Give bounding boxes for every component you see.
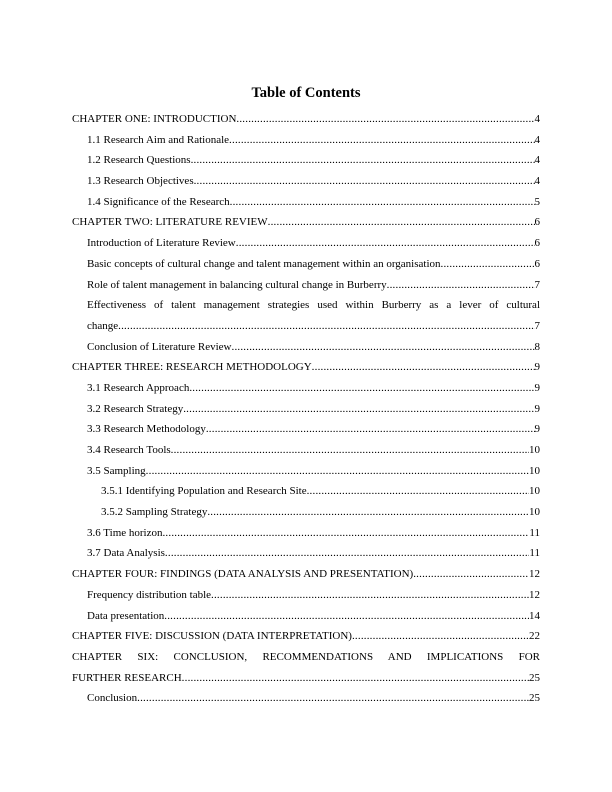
toc-entry-text-line2: change <box>87 316 118 337</box>
toc-entry-chapter-four[interactable] <box>72 564 540 585</box>
toc-entry-3-3[interactable] <box>72 419 540 440</box>
toc-entry-text: Introduction of Literature Review <box>87 233 236 254</box>
dot-leader <box>307 481 529 502</box>
toc-entry-1-4[interactable] <box>72 192 540 213</box>
toc-entry-1-3[interactable] <box>72 171 540 192</box>
dot-leader <box>191 150 535 171</box>
toc-page-number: 4 <box>534 133 540 146</box>
dot-leader <box>182 668 529 689</box>
dot-leader <box>229 130 534 151</box>
dot-leader <box>236 109 534 130</box>
toc-page-number: 12 <box>529 568 540 581</box>
toc-page-number: 6 <box>534 237 540 250</box>
toc-page-number: 4 <box>534 154 540 167</box>
toc-entry-chapter-six[interactable] <box>72 647 540 688</box>
toc-page-number: 9 <box>534 402 540 415</box>
toc-entry-role-of-talent-management[interactable] <box>72 275 540 296</box>
dot-leader <box>164 606 529 627</box>
toc-entry-basic-concepts[interactable] <box>72 254 540 275</box>
toc-title: Table of Contents <box>251 85 361 101</box>
toc-entry-text: 3.6 Time horizon <box>87 523 162 544</box>
dot-leader <box>232 337 535 358</box>
toc-entry-text: 3.4 Research Tools <box>87 440 171 461</box>
toc-entry-text-line2: FURTHER RESEARCH <box>72 668 182 689</box>
toc-entry-text: Conclusion of Literature Review <box>87 337 232 358</box>
toc-entry-text-line1: Effectiveness of talent management strategies used within Burberry as a lever of cultural <box>87 299 540 312</box>
toc-page-number: 10 <box>529 485 540 498</box>
toc-page-number: 5 <box>534 195 540 208</box>
toc-page-number: 11 <box>529 547 540 560</box>
toc-entry-chapter-five[interactable] <box>72 626 540 647</box>
toc-page-number: 25 <box>529 692 540 705</box>
toc-entry-text: 3.1 Research Approach <box>87 378 189 399</box>
toc-entry-text: 3.5.2 Sampling Strategy <box>101 502 207 523</box>
toc-entry-chapter-three[interactable] <box>72 357 540 378</box>
toc-entry-text: 3.5.1 Identifying Population and Research Site <box>101 481 307 502</box>
dot-leader <box>146 461 529 482</box>
toc-entry-1-1[interactable] <box>72 130 540 151</box>
dot-leader <box>352 626 529 647</box>
toc-entry-conclusion-literature-review[interactable] <box>72 337 540 358</box>
toc-entry-text: CHAPTER TWO: LITERATURE REVIEW <box>72 212 268 233</box>
toc-page-number: 14 <box>529 609 540 622</box>
dot-leader <box>206 419 535 440</box>
toc-entry-text: Frequency distribution table <box>87 585 211 606</box>
toc-page-number: 10 <box>529 464 540 477</box>
toc-entry-1-2[interactable] <box>72 150 540 171</box>
dot-leader <box>118 316 534 337</box>
toc-entry-3-7[interactable] <box>72 543 540 564</box>
toc-entry-text: CHAPTER FOUR: FINDINGS (DATA ANALYSIS AND PRESENTATION) <box>72 564 413 585</box>
toc-entry-3-1[interactable] <box>72 378 540 399</box>
dot-leader <box>387 275 535 296</box>
toc-entry-3-5-2[interactable] <box>72 502 540 523</box>
toc-entry-text: 1.3 Research Objectives <box>87 171 194 192</box>
toc-entry-text: Basic concepts of cultural change and talent management within an organisation <box>87 254 441 275</box>
dot-leader <box>162 523 529 544</box>
toc-entry-text: Data presentation <box>87 606 164 627</box>
toc-page-number: 12 <box>529 588 540 601</box>
toc-entry-text: 3.7 Data Analysis <box>87 543 165 564</box>
toc-page-number: 10 <box>529 506 540 519</box>
toc-page-number: 10 <box>529 444 540 457</box>
toc-page-number: 8 <box>534 340 540 353</box>
toc-entry-text: Role of talent management in balancing cultural change in Burberry <box>87 275 387 296</box>
toc-entry-chapter-two[interactable] <box>72 212 540 233</box>
toc-page-number: 6 <box>534 257 540 270</box>
toc-page-number: 7 <box>534 319 540 332</box>
toc-page-number: 9 <box>534 423 540 436</box>
toc-entry-text: CHAPTER FIVE: DISCUSSION (DATA INTERPRETATION) <box>72 626 352 647</box>
dot-leader <box>211 585 529 606</box>
toc-page-number: 11 <box>529 526 540 539</box>
dot-leader <box>194 171 535 192</box>
dot-leader <box>207 502 529 523</box>
toc-entry-data-presentation[interactable] <box>72 606 540 627</box>
toc-page-number: 9 <box>534 381 540 394</box>
toc-entry-3-6[interactable] <box>72 523 540 544</box>
toc-page-number: 6 <box>534 216 540 229</box>
toc-list <box>72 109 540 709</box>
toc-page-number: 7 <box>534 278 540 291</box>
dot-leader <box>137 688 529 709</box>
dot-leader <box>183 399 534 420</box>
toc-page-number: 25 <box>529 671 540 684</box>
dot-leader <box>230 192 535 213</box>
toc-page-number: 4 <box>534 113 540 125</box>
dot-leader <box>236 233 535 254</box>
dot-leader <box>268 212 535 233</box>
toc-entry-effectiveness-of-strategies[interactable] <box>72 295 540 336</box>
toc-entry-text: CHAPTER THREE: RESEARCH METHODOLOGY <box>72 357 312 378</box>
toc-entry-intro-literature-review[interactable] <box>72 233 540 254</box>
toc-entry-3-5-1[interactable] <box>72 481 540 502</box>
dot-leader <box>312 357 535 378</box>
toc-entry-text-line1: CHAPTER SIX: CONCLUSION, RECOMMENDATIONS AND IMPLICATIONS FOR <box>72 650 540 663</box>
dot-leader <box>413 564 529 585</box>
toc-entry-conclusion[interactable] <box>72 688 540 709</box>
toc-entry-text: 3.2 Research Strategy <box>87 399 183 420</box>
toc-entry-text: 1.1 Research Aim and Rationale <box>87 130 229 151</box>
toc-entry-3-2[interactable] <box>72 399 540 420</box>
toc-page-number: 22 <box>529 630 540 643</box>
toc-page-number: 9 <box>534 361 540 374</box>
dot-leader <box>171 440 529 461</box>
dot-leader <box>189 378 534 399</box>
toc-entry-text: 1.2 Research Questions <box>87 150 191 171</box>
dot-leader <box>441 254 535 275</box>
toc-entry-3-4[interactable] <box>72 440 540 461</box>
toc-entry-3-5[interactable] <box>72 461 540 482</box>
toc-page-number: 4 <box>534 175 540 188</box>
toc-entry-text: 1.4 Significance of the Research <box>87 192 230 213</box>
toc-entry-text: 3.3 Research Methodology <box>87 419 206 440</box>
toc-entry-text: 3.5 Sampling <box>87 461 146 482</box>
dot-leader <box>165 543 529 564</box>
toc-entry-text: Conclusion <box>87 688 137 709</box>
toc-entry-text: CHAPTER ONE: INTRODUCTION <box>72 109 236 130</box>
toc-entry-chapter-one[interactable] <box>72 109 540 130</box>
toc-entry-frequency-distribution-table[interactable] <box>72 585 540 606</box>
